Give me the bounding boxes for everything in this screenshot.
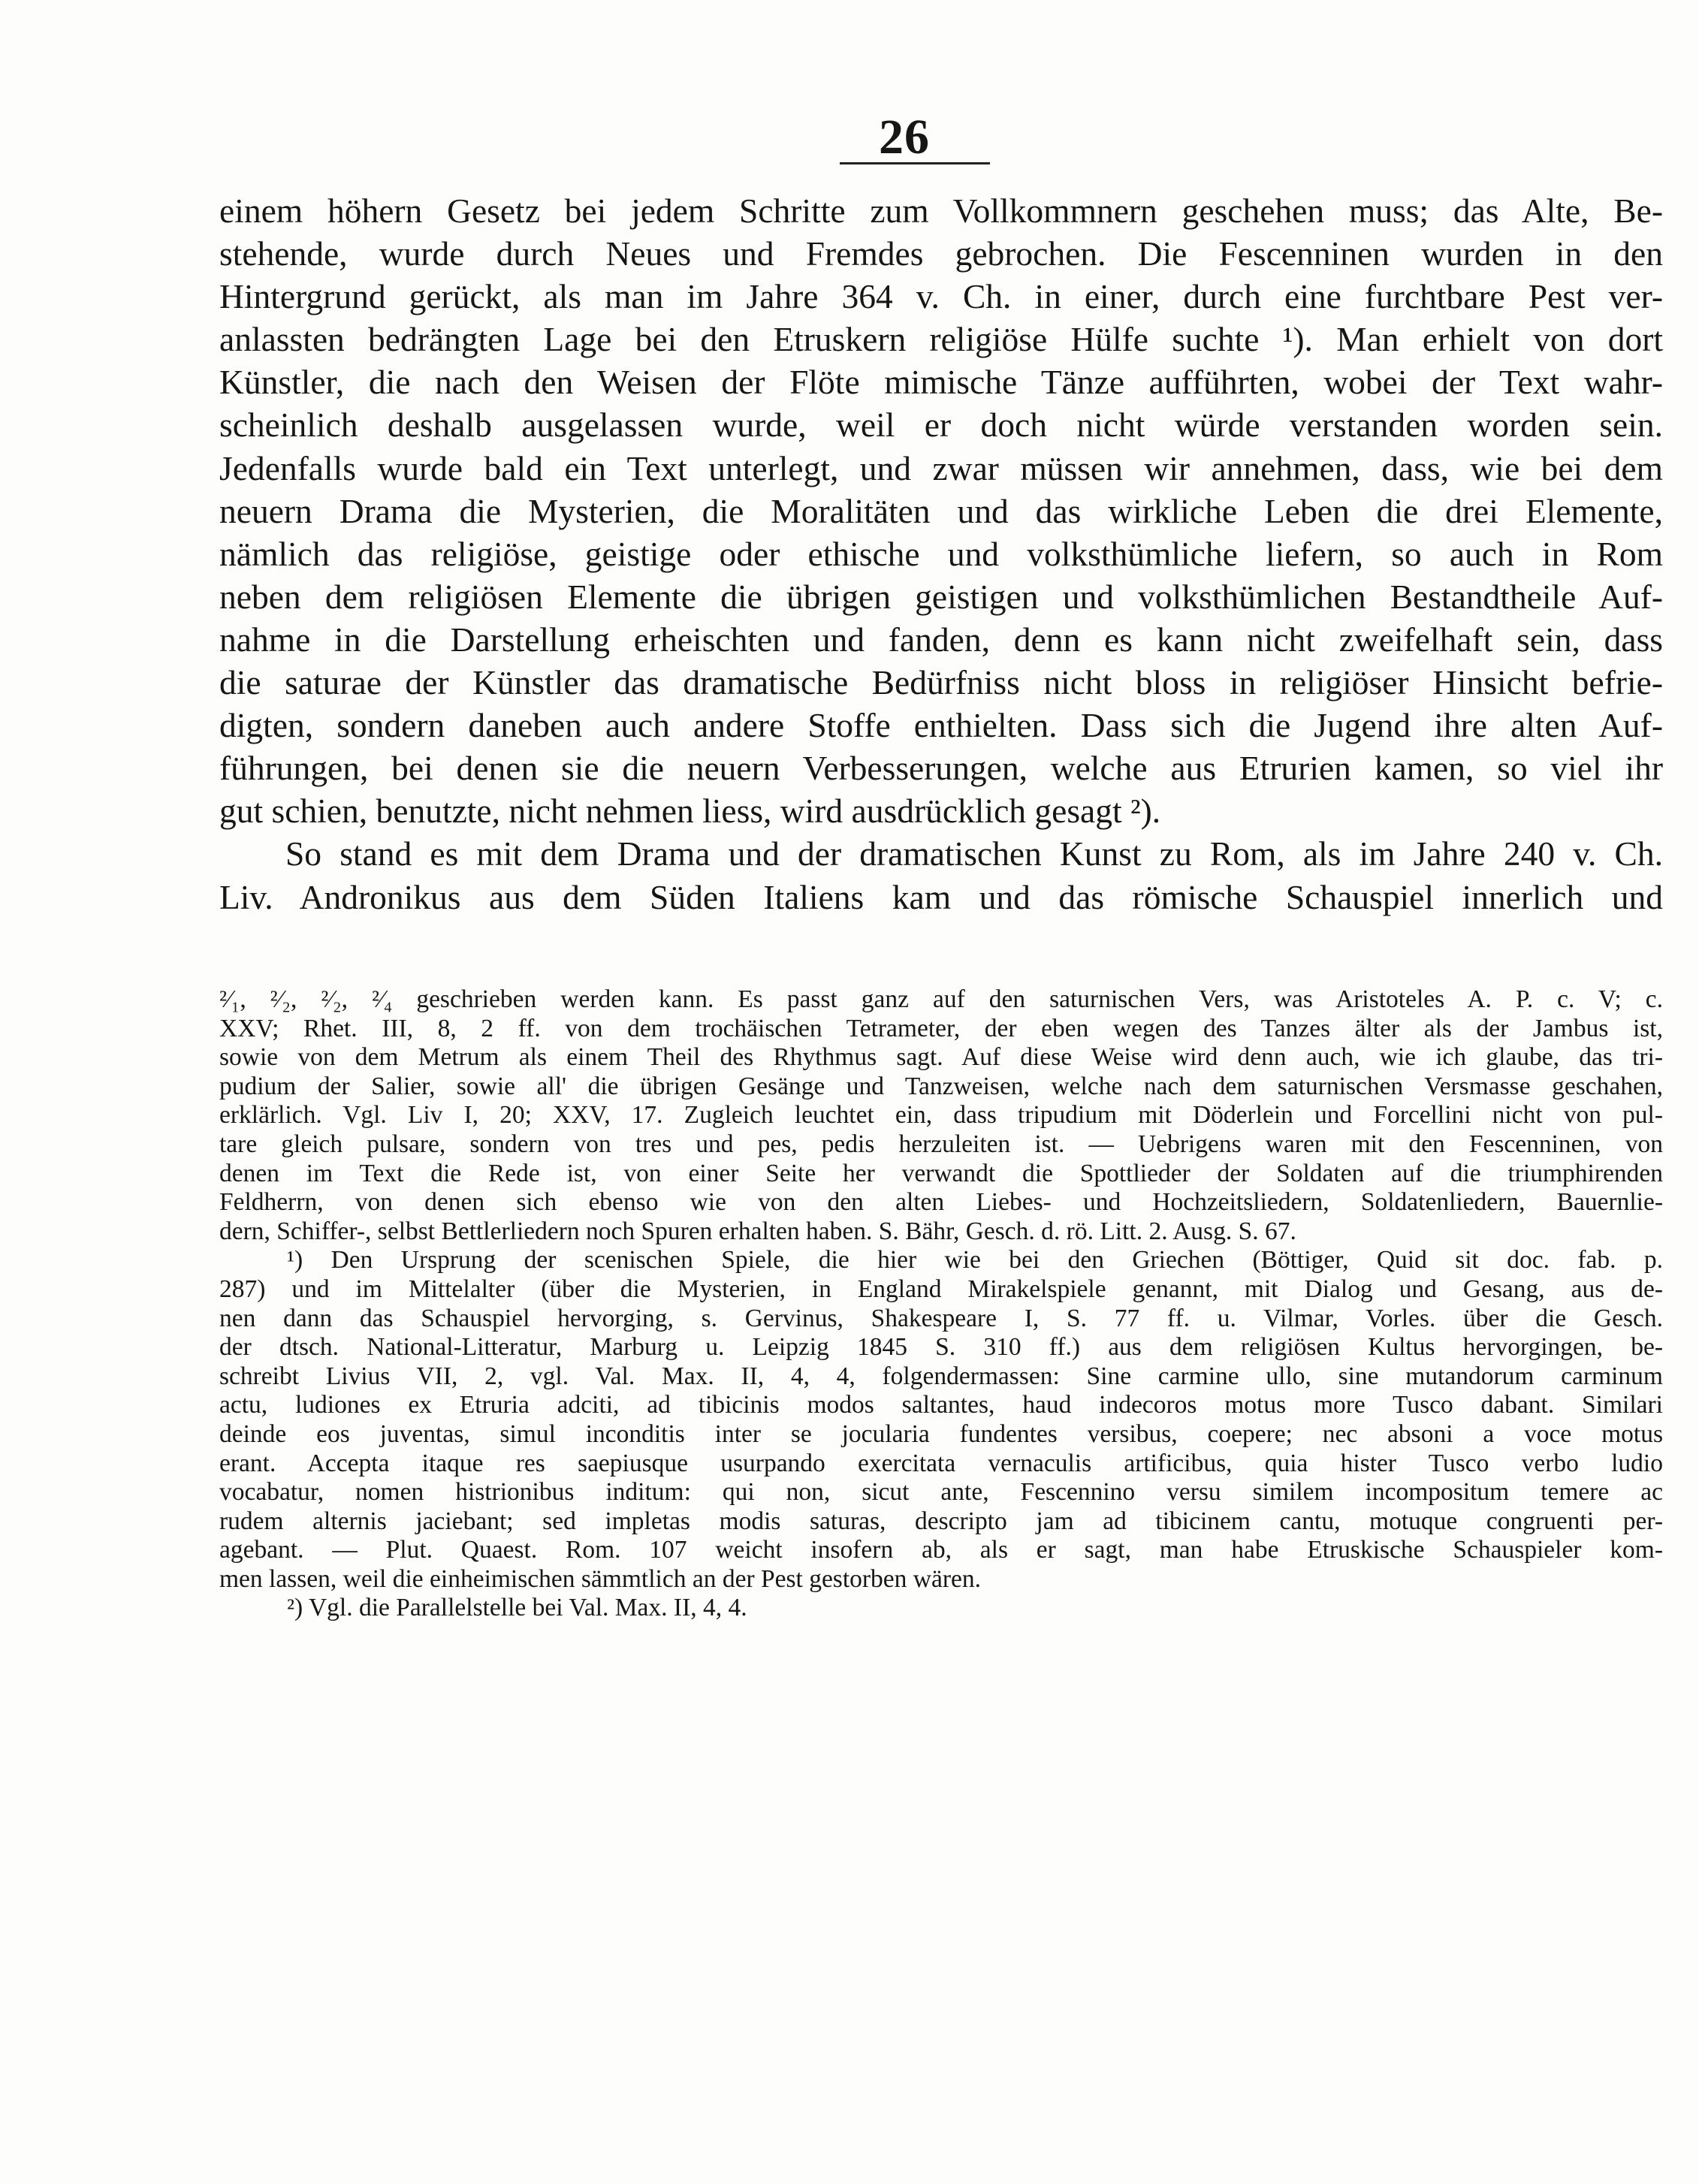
text-line: gut schien, benutzte, nicht nehmen liess, wird ausdrücklich gesagt ²).: [219, 792, 1161, 831]
text-line: einem höhern Gesetz bei jedem Schritte zum Vollkommnern geschehen muss; das Alte, Be-: [219, 192, 1663, 230]
text-line: nämlich das religiöse, geistige oder ethische und volksthümliche liefern, so auch in Rom: [219, 534, 1663, 573]
text-line: stehende, wurde durch Neues und Fremdes gebrochen. Die Fescenninen wurden in den: [219, 234, 1663, 273]
footnote-line: rudem alternis jaciebant; sed impletas modis saturas, descripto jam ad tibicinem cantu, motuque congruenti per-: [219, 1507, 1663, 1535]
text-line: Liv. Andronikus aus dem Süden Italiens kam und das römische Schauspiel innerlich und: [219, 877, 1663, 916]
text-line: neben dem religiösen Elemente die übrigen geistigen und volksthümlichen Bestandtheile Auf-: [219, 577, 1663, 616]
text-line: anlassten bedrängten Lage bei den Etruskern religiöse Hülfe suchte ¹). Man erhielt von dort: [219, 320, 1663, 359]
footnote-line: ²⁄₁, ²⁄₂, ²⁄₂, ²⁄₄ geschrieben werden kann. Es passt ganz auf den saturnischen Vers, was Aristoteles A. P. c. V; c.: [219, 985, 1663, 1013]
page-number-rule: [840, 162, 990, 164]
footnote-1-start: ¹) Den Ursprung der scenischen Spiele, die hier wie bei den Griechen (Böttiger, Quid sit doc. fab. p.: [287, 1246, 1663, 1275]
text-line: Jedenfalls wurde bald ein Text unterlegt, und zwar müssen wir annehmen, dass, wie bei dem: [219, 448, 1663, 487]
footnote-line: erant. Accepta itaque res saepiusque usurpando exercitata vernaculis artificibus, quia hister Tusco verbo ludio: [219, 1449, 1663, 1477]
text-line: Künstler, die nach den Weisen der Flöte mimische Tänze aufführten, wobei der Text wahr-: [219, 363, 1663, 402]
footnote-line: 287) und im Mittelalter (über die Mysterien, in England Mirakelspiele genannt, mit Dialog und Gesang, aus de-: [219, 1275, 1663, 1303]
footnote-line: vocabatur, nomen histrionibus inditum: qui non, sicut ante, Fescennino versu similem incompositum temere ac: [219, 1478, 1663, 1507]
text-line: führungen, bei denen sie die neuern Verbesserungen, welche aus Etrurien kamen, so viel ihr: [219, 749, 1663, 788]
footnotes-block: [219, 985, 1663, 1623]
footnote-line: tare gleich pulsare, sondern von tres und pes, pedis herzuleiten ist. — Uebrigens waren mit den Fescenninen, von: [219, 1130, 1663, 1158]
footnote-2: ²) Vgl. die Parallelstelle bei Val. Max. II, 4, 4.: [287, 1594, 747, 1622]
footnote-line: der dtsch. National-Litteratur, Marburg u. Leipzig 1845 S. 310 ff.) aus dem religiösen Kultus hervorgingen, be-: [219, 1333, 1663, 1362]
text-line: digten, sondern daneben auch andere Stoffe enthielten. Dass sich die Jugend ihre alten Auf-: [219, 706, 1663, 745]
footnote-line: pudium der Salier, sowie all' die übrigen Gesänge und Tanzweisen, welche nach dem saturnischen Versmasse geschahen,: [219, 1072, 1663, 1100]
footnote-line: agebant. — Plut. Quaest. Rom. 107 weicht insofern ab, als er sagt, man habe Etruskische Schauspieler kom-: [219, 1536, 1663, 1564]
text-line: neuern Drama die Mysterien, die Moralitäten und das wirkliche Leben die drei Elemente,: [219, 491, 1663, 530]
text-line: scheinlich deshalb ausgelassen wurde, weil er doch nicht würde verstanden worden sein.: [219, 406, 1663, 445]
footnote-line: sowie von dem Metrum als einem Theil des Rhythmus sagt. Auf diese Weise wird denn auch, wie ich glaube, das tri-: [219, 1043, 1663, 1072]
footnote-line: denen im Text die Rede ist, von einer Seite her verwandt die Spottlieder der Soldaten auf die triumphirenden: [219, 1159, 1663, 1187]
footnote-line: actu, ludiones ex Etruria adciti, ad tibicinis modos saltantes, haud indecoros motus more Tusco dabant. Similari: [219, 1391, 1663, 1419]
paragraph-first-line: So stand es mit dem Drama und der dramatischen Kunst zu Rom, als im Jahre 240 v. Ch.: [285, 834, 1663, 873]
page-number: 26: [879, 110, 930, 164]
main-text-block: [219, 189, 1663, 919]
footnote-separator: [219, 960, 1663, 961]
text-line: die saturae der Künstler das dramatische Bedürfniss nicht bloss in religiöser Hinsicht befrie-: [219, 663, 1663, 702]
footnote-line: nen dann das Schauspiel hervorging, s. Gervinus, Shakespeare I, S. 77 ff. u. Vilmar, Vorles. über die Gesch.: [219, 1304, 1663, 1332]
text-line: Hintergrund gerückt, als man im Jahre 364 v. Ch. in einer, durch eine furchtbare Pest ver-: [219, 277, 1663, 316]
footnote-line: XXV; Rhet. III, 8, 2 ff. von dem trochäischen Tetrameter, der eben wegen des Tanzes älter als der Jambus ist,: [219, 1014, 1663, 1042]
text-line: nahme in die Darstellung erheischten und fanden, denn es kann nicht zweifelhaft sein, dass: [219, 620, 1663, 659]
footnote-line: Feldherrn, von denen sich ebenso wie von den alten Liebes- und Hochzeitsliedern, Soldatenliedern, Bauernlie-: [219, 1188, 1663, 1217]
footnote-line: schreibt Livius VII, 2, vgl. Val. Max. II, 4, 4, folgendermassen: Sine carmine ullo, sine mutandorum carminum: [219, 1362, 1663, 1390]
footnote-line: men lassen, weil die einheimischen sämmtlich an der Pest gestorben wären.: [219, 1564, 982, 1593]
footnote-line: deinde eos juventas, simul inconditis inter se jocularia fundentes versibus, coepere; nec absoni a voce motus: [219, 1419, 1663, 1448]
footnote-line: dern, Schiffer-, selbst Bettlerliedern noch Spuren erhalten haben. S. Bähr, Gesch. d. rö. Litt. 2. Ausg. S. 67.: [219, 1217, 1296, 1245]
footnote-line: erklärlich. Vgl. Liv I, 20; XXV, 17. Zugleich leuchtet ein, dass tripudium mit Döderlein und Forcellini nicht von pul-: [219, 1101, 1663, 1130]
